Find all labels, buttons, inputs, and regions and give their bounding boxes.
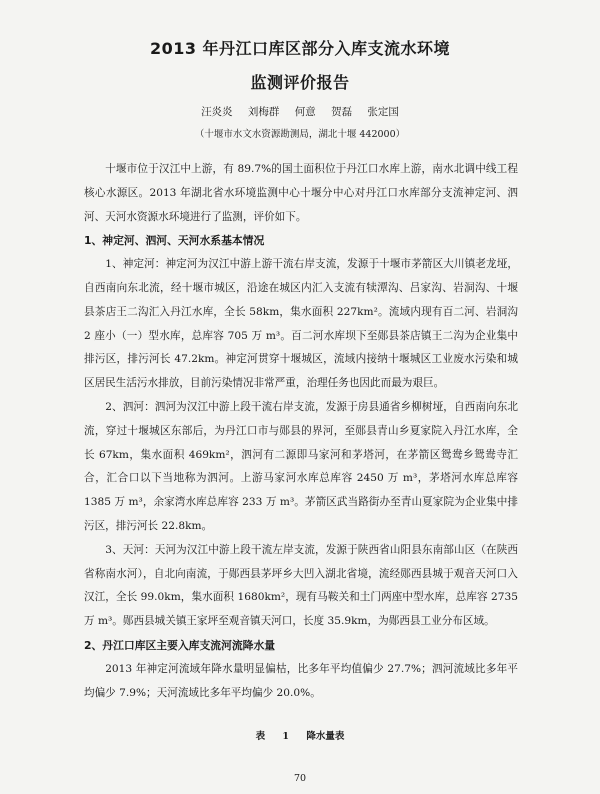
rainfall-paragraph: 2013 年神定河流域年降水量明显偏枯，比多年平均值偏少 27.7%；泗河流域比多年平均偏少 7.9%；天河流域比多年平均偏少 20.0%。 bbox=[84, 662, 518, 699]
tian-river-paragraph: 3、天河：天河为汉江中游上段干流左岸支流，发源于陕西省山阳县东南部山区（在陕西省称南水河），自北向南流，于郧西县茅坪乡大凹入湖北省境，流经郧西县城于观音天河口入汉江，全长 99.0km，集水面积 1680km²，现有马鞍关和土门两座中型水库，总库容 2735 万 m³。郧西县城关镇王家坪至观音镇天河口，长度 35.9km，为郧西县工业分布区域。 bbox=[84, 543, 518, 628]
section-1-heading: 1、神定河、泗河、天河水系基本情况 bbox=[84, 234, 265, 248]
title-line-1: 2013 年丹江口库区部分入库支流水环境 bbox=[149, 39, 451, 58]
table-caption: 表 1 降水量表 bbox=[255, 731, 345, 742]
section-2-heading: 2、丹江口库区主要入库支流河流降水量 bbox=[84, 638, 276, 652]
title-line-2: 监测评价报告 bbox=[250, 73, 350, 92]
body-text bbox=[84, 158, 518, 705]
intro-paragraph: 十堰市位于汉江中上游，有 89.7%的国土面积位于丹江口水库上游，南水北调中线工程核心水源区。2013 年湖北省水环境监测中心十堰分中心对丹江口水库部分支流神定河、泗河、天河水资源水环境进行了监测，评价如下。 bbox=[84, 163, 518, 223]
si-river-paragraph: 2、泗河：泗河为汉江中游上段干流右岸支流，发源于房县通省乡柳树垭，自西南向东北流，穿过十堰城区东部后，为丹江口市与郧县的界河，至郧县青山乡夏家院入丹江水库，全长 67km，集水面积 469km²，泗河有二源即马家河和茅塔河，在茅箭区鸳鸯乡鸳鸯寺汇合，汇合口以下当地称为泗河。上游马家河水库总库容 2450 万 m³，茅塔河水库总库容 1385 万 m³，余家湾水库总库容 233 万 m³。茅箭区武当路街办至青山夏家院为企业集中排污区，排污河长 22.8km。 bbox=[84, 400, 518, 532]
authors: 汪炎炎 刘梅群 何意 贺磊 张定国 bbox=[201, 106, 399, 118]
page-number: 70 bbox=[293, 773, 307, 784]
affiliation: （十堰市水文水资源勘测局，湖北十堰 442000） bbox=[194, 129, 406, 140]
shending-river-paragraph: 1、神定河：神定河为汉江中游上游干流右岸支流，发源于十堰市茅箭区大川镇老龙垭，自西南向东北流，经十堰市城区，沿途在城区内汇入支流有犊潭沟、吕家沟、岩洞沟、十堰县茶店王二沟汇入丹江水库，全长 58km，集水面积 227km²。流域内现有百二河、岩洞沟 2 座小（一）型水库，总库容 705 万 m³。百二河水库坝下至郧县茶店镇王二沟为企业集中排污区，排污河长 47.2km。神定河贯穿十堰城区，流域内接纳十堰城区工业废水污染和城区居民生活污水排放，目前污染情况非常严重，治理任务也因此而最为艰巨。 bbox=[84, 258, 518, 390]
